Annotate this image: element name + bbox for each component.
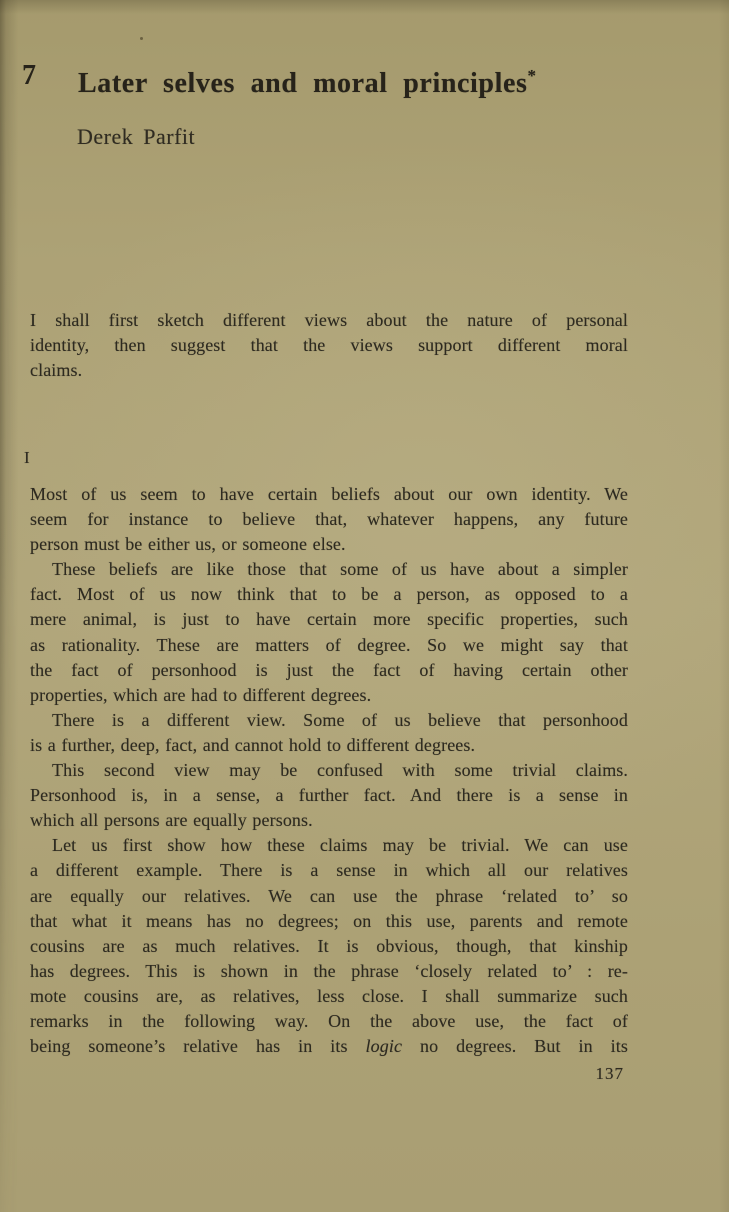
text-line: Most of us seem to have certain beliefs about our own identity. We	[30, 484, 628, 504]
text-line: a different example. There is a sense in which all our relatives	[30, 860, 628, 881]
section-heading: I	[24, 448, 30, 467]
text-line: being someone’s relative has in its logic no degrees. But in its	[30, 1036, 628, 1057]
text-line: fact. Most of us now think that to be a person, as opposed to a	[30, 584, 628, 605]
text-line: as rationality. These are matters of degree. So we might say that	[30, 634, 628, 655]
text-line: which all persons are equally persons.	[30, 810, 313, 831]
text-line: cousins are as much relatives. It is obvious, though, that kinship	[30, 935, 628, 956]
text-line: remarks in the following way. On the above use, the fact of	[30, 1010, 628, 1031]
text-line: There is a different view. Some of us believe that personhood	[52, 709, 628, 730]
chapter-title-text: Later selves and moral principles	[78, 68, 528, 99]
text-line: I shall first sketch different views about the nature of personal	[30, 310, 628, 330]
text-line: properties, which are had to different degrees.	[30, 684, 372, 705]
footnote-asterisk: *	[527, 66, 536, 85]
text-line: seem for instance to believe that, whatever happens, any future	[30, 509, 628, 530]
paper-speck	[140, 37, 143, 40]
text-line: person must be either us, or someone else.	[30, 534, 346, 555]
chapter-number: 7	[22, 60, 37, 91]
text-line: the fact of personhood is just the fact of having certain other	[30, 659, 628, 680]
binding-shadow	[0, 0, 20, 1212]
text-line: mere animal, is just to have certain more specific properties, such	[30, 609, 628, 630]
abstract	[30, 308, 628, 383]
text-line: mote cousins are, as relatives, less close. I shall summarize such	[30, 985, 628, 1006]
page-top-shadow	[0, 0, 729, 14]
text-line: This second view may be confused with some trivial claims.	[52, 760, 628, 781]
page-number: 137	[595, 1064, 624, 1083]
text-line: are equally our relatives. We can use the phrase ‘related to’ so	[30, 885, 628, 906]
text-line: identity, then suggest that the views support different moral	[30, 335, 628, 355]
text-line: is a further, deep, fact, and cannot hold to different degrees.	[30, 734, 476, 755]
author-name: Derek Parfit	[77, 124, 196, 149]
text-line: that what it means has no degrees; on this use, parents and remote	[30, 910, 628, 931]
body-text	[30, 482, 628, 1059]
chapter-title	[78, 59, 536, 101]
text-line: has degrees. This is shown in the phrase ‘closely related to’ : re-	[30, 960, 628, 981]
text-line: claims.	[30, 360, 83, 380]
text-line: Let us first show how these claims may be trivial. We can use	[52, 835, 628, 856]
page-right-shadow	[719, 0, 729, 1212]
text-line: Personhood is, in a sense, a further fact. And there is a sense in	[30, 785, 628, 806]
text-line: These beliefs are like those that some of us have about a simpler	[52, 559, 628, 580]
